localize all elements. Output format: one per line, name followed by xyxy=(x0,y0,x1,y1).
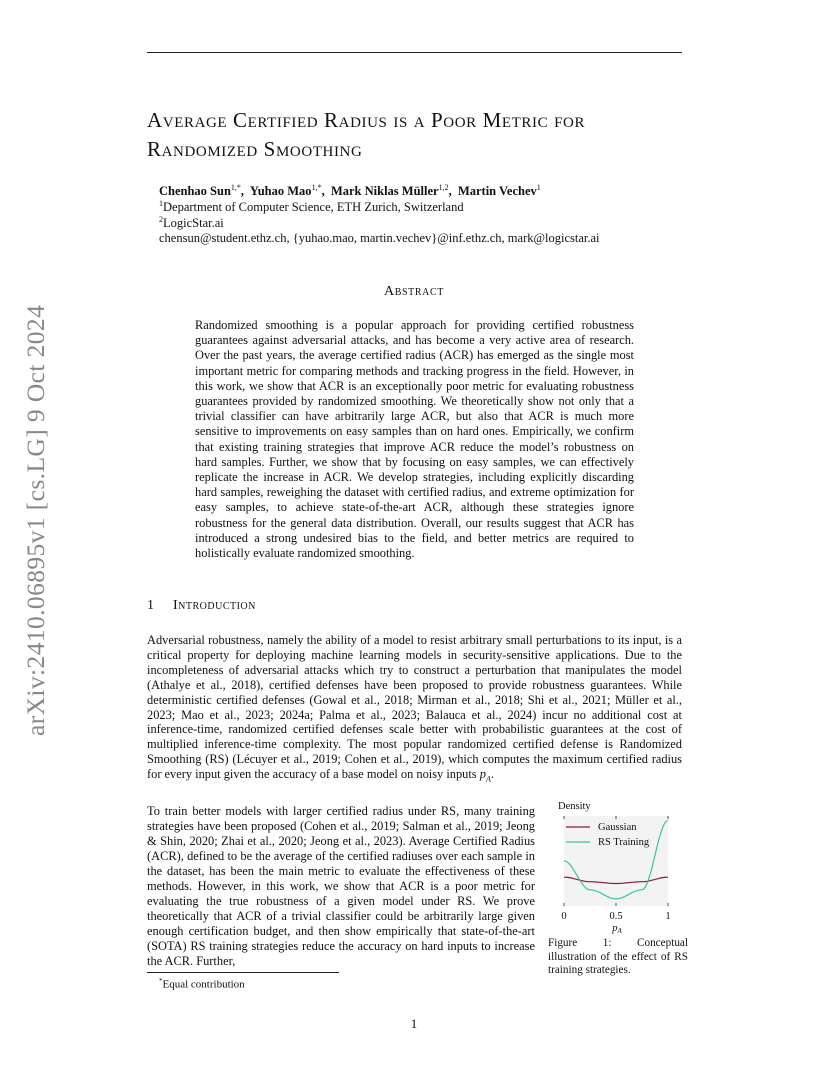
title-line-2: Randomized Smoothing xyxy=(147,137,363,161)
page-number: 1 xyxy=(410,1016,418,1031)
author-mark: 1,* xyxy=(230,183,241,192)
affiliation xyxy=(159,199,464,215)
intro-paragraph-1-end: . xyxy=(490,767,494,782)
abstract-heading: Abstract xyxy=(384,284,444,299)
x-tick-label-2: 1 xyxy=(665,911,671,922)
author-emails: chensun@student.ethz.ch, {yuhao.mao, martin.vechev}@inf.ethz.ch, mark@logicstar.ai xyxy=(159,231,600,245)
footnote xyxy=(159,977,245,991)
section-number: 1 xyxy=(147,598,155,613)
intro-paragraph-1 xyxy=(147,633,682,788)
author-name: Martin Vechev xyxy=(457,184,537,199)
footnote-text: Equal contribution xyxy=(162,978,245,991)
y-axis-label: Density xyxy=(558,801,591,812)
figure-1-chart xyxy=(548,798,688,935)
section-title: Introduction xyxy=(173,598,256,613)
x-tick-label-1: 0.5 xyxy=(609,911,623,922)
intro-paragraph-2: To train better models with larger certified radius under RS, many training strategies have been proposed (Cohen et al., 2019; Salman et al., 2019; Jeong & Shin, 2020; Zhai et al., 2020; Jeong et al., 2023). Average Certified Radius (ACR), defined to be the average of the certified radiuses over each sample in the dataset, has been the main metric to evaluate the effectiveness of these methods. However, in this work, we show that ACR is a poor metric for evaluating the true robustness of a given model under RS. We prove theoretically that ACR of a trivial classifier could be arbitrarily large given enough certification budget, and then show empirically that state-of-the-art (SOTA) RS training strategies reduce the accuracy on hard inputs to increase the ACR. Further, xyxy=(147,804,535,968)
footnote-rule xyxy=(147,972,339,973)
author-mark: 1,* xyxy=(311,183,322,192)
legend-label-1: RS Training xyxy=(598,837,650,848)
footnote-mark: * xyxy=(159,977,163,985)
affiliation xyxy=(159,215,224,231)
figure-caption: Figure 1: Conceptual illustration of the effect of RS training strategies. xyxy=(548,937,688,976)
x-tick-label-0: 0 xyxy=(561,911,567,922)
author-mark: 1,2 xyxy=(438,183,449,192)
author-list: Chenhao Sun$^{1,*}$, Yuhao Mao$^{1,*}$, Mark Niklas Müller$^{1,2}$, Martin Vechev$^1$ xyxy=(159,183,541,199)
paper-title xyxy=(147,106,707,164)
affiliation-mark: 1 xyxy=(159,199,163,208)
x-axis-label: pA xyxy=(612,923,622,935)
affiliation-mark: 2 xyxy=(159,215,163,224)
density-chart-svg xyxy=(548,798,688,935)
abstract-body: Randomized smoothing is a popular approach for providing certified robustness guarantees against adversarial attacks, and has become a very active area of research. Over the past years, the average certified radius (ACR) has emerged as the single most important metric for comparing methods and tracking progress in the field. However, in this work, we show that ACR is an exceptionally poor metric for evaluating robustness guarantees provided by randomized smoothing. We theoretically show not only that a trivial classifier can have arbitrarily large ACR, but also that ACR is much more sensitive to improvements on easy samples than on hard ones. Empirically, we confirm that existing training strategies that improve ACR reduce the model’s robustness on hard samples. Further, we show that by focusing on easy samples, we can effectively replicate the increase in ACR. We develop strategies, including explicitly discarding hard samples, reweighing the dataset with certified radius, and extreme optimization for easy samples, to achieve state-of-the-art ACR, although these strategies ignore robustness for the general data distribution. Overall, our results suggest that ACR has introduced a strong undesired bias to the field, and better metrics are required to holistically evaluate randomized smoothing. xyxy=(195,318,634,561)
section-heading xyxy=(147,598,256,614)
legend-label-0: Gaussian xyxy=(598,822,637,833)
math-variable: $p_A$ xyxy=(479,767,491,784)
title-line-1: Average Certified Radius is a Poor Metric for xyxy=(147,108,586,132)
author-name: Chenhao Sun xyxy=(159,184,231,199)
author-name: Yuhao Mao xyxy=(249,184,312,199)
header-rule xyxy=(147,52,682,53)
arxiv-sidebar-id: arXiv:2410.06895v1 [cs.LG] 9 Oct 2024 xyxy=(21,304,50,736)
author-name: Mark Niklas Müller xyxy=(330,184,439,199)
author-mark: 1 xyxy=(536,183,541,192)
affiliation-text: LogicStar.ai xyxy=(163,216,224,231)
intro-paragraph-1-text: Adversarial robustness, namely the ability of a model to resist arbitrary small perturbations to its input, is a critical property for deploying machine learning models in security-sensitive applications. Due to the incompleteness of adversarial attacks which try to construct a perturbation that manipulates the model (Athalye et al., 2018), certified defenses have been proposed to provide robustness guarantees. While deterministic certified defenses (Gowal et al., 2018; Mirman et al., 2018; Shi et al., 2021; Müller et al., 2023; Mao et al., 2023; 2024a; Palma et al., 2023; Balauca et al., 2024) incur no additional cost at inference-time, randomized certified defenses scale better with probabilistic guarantees at the cost of multiplied inference-time complexity. The most popular randomized certified defense is Randomized Smoothing (RS) (Lécuyer et al., 2019; Cohen et al., 2019), which computes the maximum certified radius for every input given the accuracy of a base model on noisy inputs xyxy=(147,633,682,782)
affiliation-text: Department of Computer Science, ETH Zurich, Switzerland xyxy=(163,200,464,215)
